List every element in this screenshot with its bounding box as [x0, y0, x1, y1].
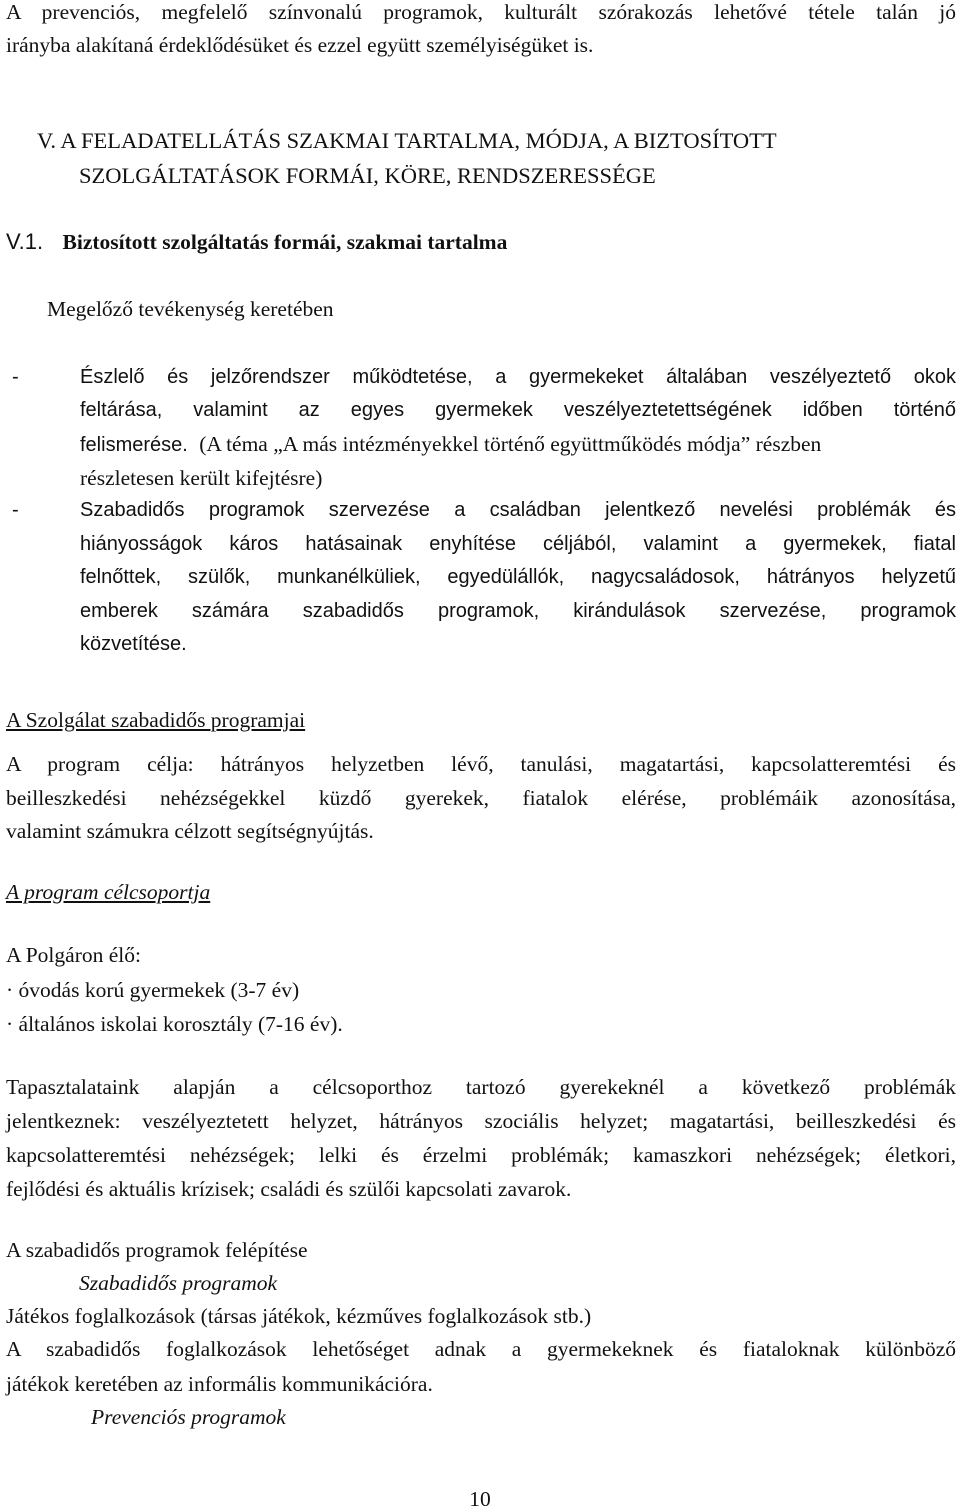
structure-subheading-leisure: Szabadidős programok: [79, 1271, 278, 1295]
experience-line-4: fejlődési és aktuális krízisek; családi és szülői kapcsolati zavarok.: [6, 1177, 572, 1201]
subheading: Megelőző tevékenység keretében: [47, 297, 334, 321]
list-item-1-line-3: [80, 432, 956, 457]
list-item-1-note: (A téma „A más intézményekkel történő együttműködés módja” részben: [199, 432, 822, 456]
program-goal-line-1: A program célja: hátrányos helyzetben lévő, tanulási, magatartási, kapcsolatteremtési és: [6, 752, 956, 776]
list-item-1-line-1: Észlelő és jelzőrendszer működtetése, a gyermekeket általában veszélyeztető okok: [80, 366, 956, 388]
target-intro: A Polgáron élő:: [6, 943, 141, 967]
target-item-1: · óvodás korú gyermekek (3-7 év): [6, 978, 300, 1002]
list-item-2-line-4: emberek számára szabadidős programok, kirándulások szervezése, programok: [80, 600, 956, 622]
experience-line-2: jelentkeznek: veszélyeztetett helyzet, hátrányos szociális helyzet; magatartási, beilleszkedési és: [6, 1109, 956, 1133]
chapter-title-line-2: SZOLGÁLTATÁSOK FORMÁI, KÖRE, RENDSZERESSÉGE: [79, 163, 656, 188]
structure-desc-line-1: A szabadidős foglalkozások lehetőséget adnak a gyermekeknek és fiataloknak különböző: [6, 1337, 956, 1361]
list-item-1-word: felismerése.: [80, 434, 188, 456]
structure-desc-line-2: játékok keretében az informális kommunikációra.: [6, 1372, 433, 1396]
list-dash-2: -: [12, 499, 19, 521]
section-number: V.1.: [6, 229, 44, 254]
list-dash-1: -: [12, 366, 19, 388]
structure-heading: A szabadidős programok felépítése: [6, 1238, 308, 1262]
structure-games: Játékos foglalkozások (társas játékok, kézműves foglalkozások stb.): [6, 1304, 592, 1328]
chapter-title-line-1: V. A FELADATELLÁTÁS SZAKMAI TARTALMA, MÓDJA, A BIZTOSÍTOTT: [37, 128, 777, 153]
list-item-1-line-4: részletesen került kifejtésre): [80, 466, 323, 490]
experience-line-1: Tapasztalataink alapján a célcsoporthoz tartozó gyerekeknél a következő problémák: [6, 1075, 956, 1099]
experience-line-3: kapcsolatteremtési nehézségek; lelki és érzelmi problémák; kamaszkori nehézségek; életkori,: [6, 1143, 956, 1167]
intro-line-1: A prevenciós, megfelelő színvonalú programok, kulturált szórakozás lehetővé tétele talán jó: [6, 0, 956, 24]
list-item-2-line-2: hiányosságok káros hatásainak enyhítése céljából, valamint a gyermekek, fiatal: [80, 533, 956, 555]
target-heading: A program célcsoportja: [6, 880, 211, 904]
list-item-2-line-5: közvetítése.: [80, 633, 187, 655]
intro-line-2: irányba alakítaná érdeklődésüket és ezzel együtt személyiségüket is.: [6, 33, 594, 57]
list-item-1-line-2: feltárása, valamint az egyes gyermekek veszélyeztetettségének időben történő: [80, 399, 956, 421]
structure-subheading-prevention: Prevenciós programok: [91, 1405, 286, 1429]
list-item-2-line-1: Szabadidős programok szervezése a családban jelentkező nevelési problémák és: [80, 499, 956, 521]
target-item-2: · általános iskolai korosztály (7-16 év).: [6, 1012, 343, 1036]
list-item-2-line-3: felnőttek, szülők, munkanélküliek, egyedülállók, nagycsaládosok, hátrányos helyzetű: [80, 566, 956, 588]
program-goal-line-3: valamint számukra célzott segítségnyújtás.: [6, 819, 374, 843]
page-number: 10: [469, 1487, 491, 1511]
program-goal-line-2: beilleszkedési nehézségekkel küzdő gyerekek, fiatalok elérése, problémáik azonosítása,: [6, 786, 956, 810]
section-title: Biztosított szolgáltatás formái, szakmai tartalma: [62, 230, 508, 254]
section-heading: [6, 229, 956, 255]
service-heading: A Szolgálat szabadidős programjai: [6, 708, 306, 732]
